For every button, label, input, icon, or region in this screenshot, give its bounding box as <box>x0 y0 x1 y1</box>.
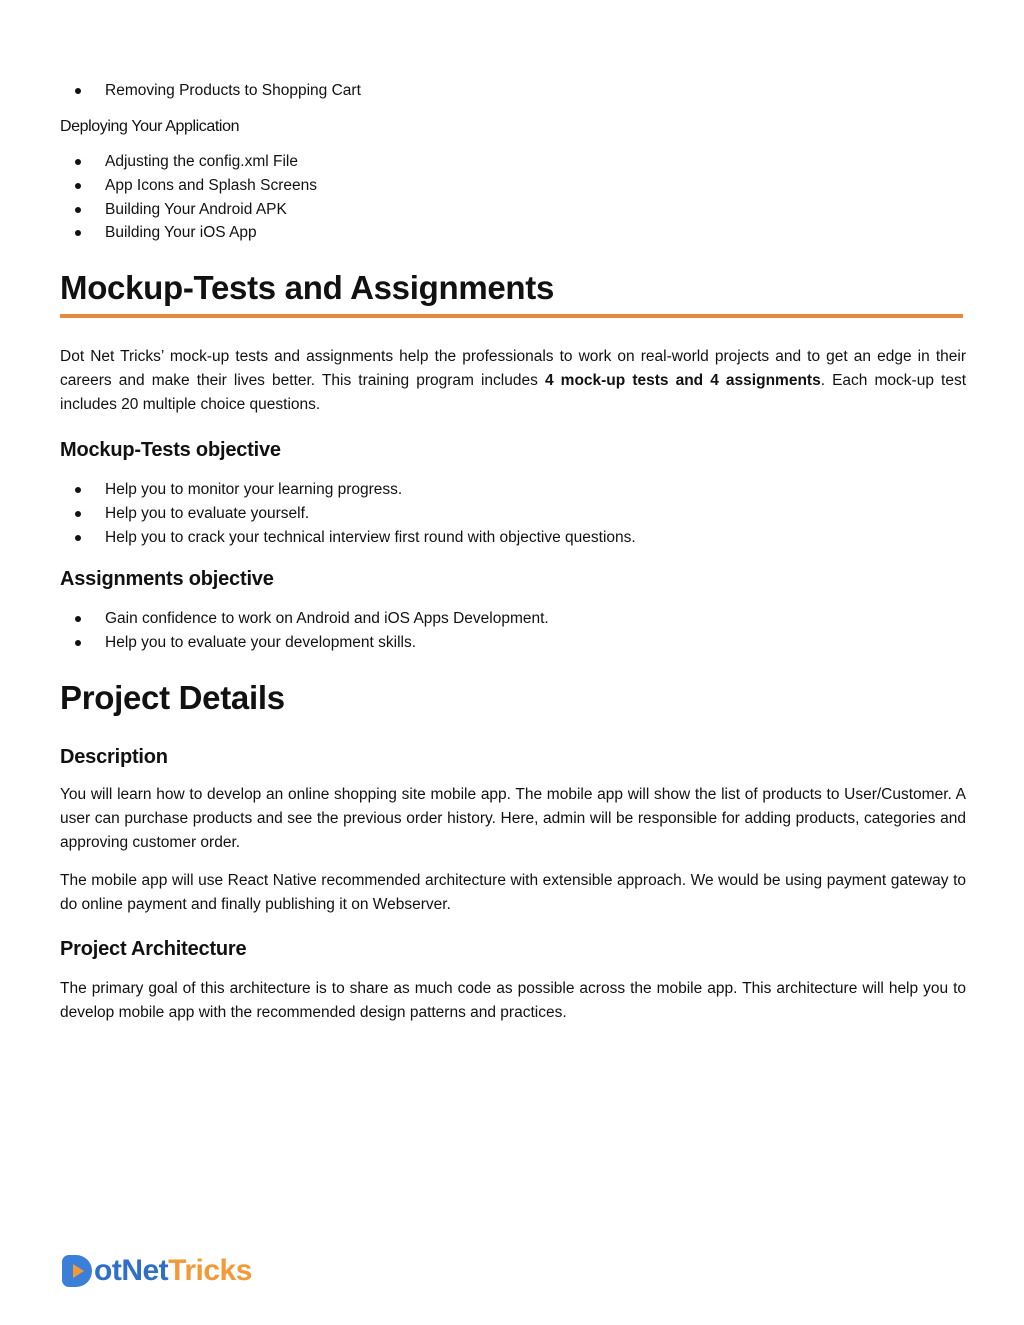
list-item-text: Gain confidence to work on Android and iOS Apps Development. <box>105 610 549 627</box>
mockup-intro-text-end: . Each mock-up test includes 20 multiple choice questions. <box>60 372 967 414</box>
list-item <box>60 221 317 245</box>
list-item-text: Building Your iOS App <box>105 224 257 242</box>
logo-play-icon <box>62 1255 92 1287</box>
project-section-title: Project Details <box>60 679 285 716</box>
description-paragraph-1: You will learn how to develop an online shopping site mobile app. The mobile app will show the list of products to User/Customer. A user can purchase products and see the previous order history. Here, admin will be responsible for adding products, categories and approving customer order. <box>60 786 966 852</box>
dotnettricks-logo <box>62 1251 252 1291</box>
list-item <box>60 79 361 103</box>
tests-objective-list <box>60 478 636 549</box>
bullet-icon <box>75 616 81 622</box>
list-item-text: Removing Products to Shopping Cart <box>105 82 361 99</box>
mockup-intro-paragraph <box>60 345 966 418</box>
bullet-icon <box>75 511 81 517</box>
list-item <box>60 502 636 526</box>
logo-text-orange: Tricks <box>168 1254 252 1287</box>
bullet-icon <box>75 207 81 213</box>
bullet-icon <box>75 487 81 493</box>
list-item-text: Help you to crack your technical interview first round with objective questions. <box>105 528 636 546</box>
description-heading: Description <box>60 746 168 768</box>
description-paragraph-2: The mobile app will use React Native recommended architecture with extensible approach. We would be using payment gateway to do online payment and finally publishing it on Webserver. <box>60 872 966 914</box>
bullet-icon <box>75 159 81 165</box>
list-item <box>60 174 317 198</box>
list-item <box>60 150 317 174</box>
logo-wordmark <box>94 1253 252 1289</box>
logo-text-blue: otNet <box>94 1254 169 1287</box>
deploying-list <box>60 150 317 245</box>
list-item-text: Adjusting the config.xml File <box>105 153 298 170</box>
bullet-icon <box>75 535 81 541</box>
assignments-objective-list <box>60 607 549 655</box>
list-item-text: Building Your Android APK <box>105 200 287 218</box>
list-item <box>60 607 549 631</box>
bullet-icon <box>75 640 81 646</box>
play-triangle-icon <box>73 1264 84 1278</box>
architecture-paragraph: The primary goal of this architecture is to share as much code as possible across the mobile app. This architecture will help you to develop mobile app with the recommended design patterns and practices. <box>60 980 966 1022</box>
list-item-text: App Icons and Splash Screens <box>105 176 317 194</box>
list-item <box>60 198 317 222</box>
architecture-heading: Project Architecture <box>60 938 247 960</box>
list-item <box>60 526 636 550</box>
list-item <box>60 478 636 502</box>
top-bullet-list <box>60 79 361 103</box>
bullet-icon <box>75 230 81 236</box>
mockup-intro-text: Dot Net Tricks’ mock-up tests and assignments help the professionals to work on real-world projects and to get an edge in their careers and make their lives better. This training program includes <box>60 348 966 390</box>
bullet-icon <box>75 88 81 94</box>
mockup-section-title: Mockup-Tests and Assignments <box>60 269 555 306</box>
tests-objective-heading: Mockup-Tests objective <box>60 439 281 461</box>
deploying-heading: Deploying Your Application <box>60 118 240 135</box>
list-item <box>60 631 549 655</box>
list-item-text: Help you to evaluate your development skills. <box>105 633 417 651</box>
bullet-icon <box>75 183 81 189</box>
assignments-objective-heading: Assignments objective <box>60 568 274 590</box>
section-title-underline <box>60 314 963 318</box>
list-item-text: Help you to evaluate yourself. <box>105 504 310 522</box>
list-item-text: Help you to monitor your learning progress. <box>105 481 403 498</box>
mockup-intro-bold: 4 mock-up tests and 4 assignments <box>544 372 821 390</box>
